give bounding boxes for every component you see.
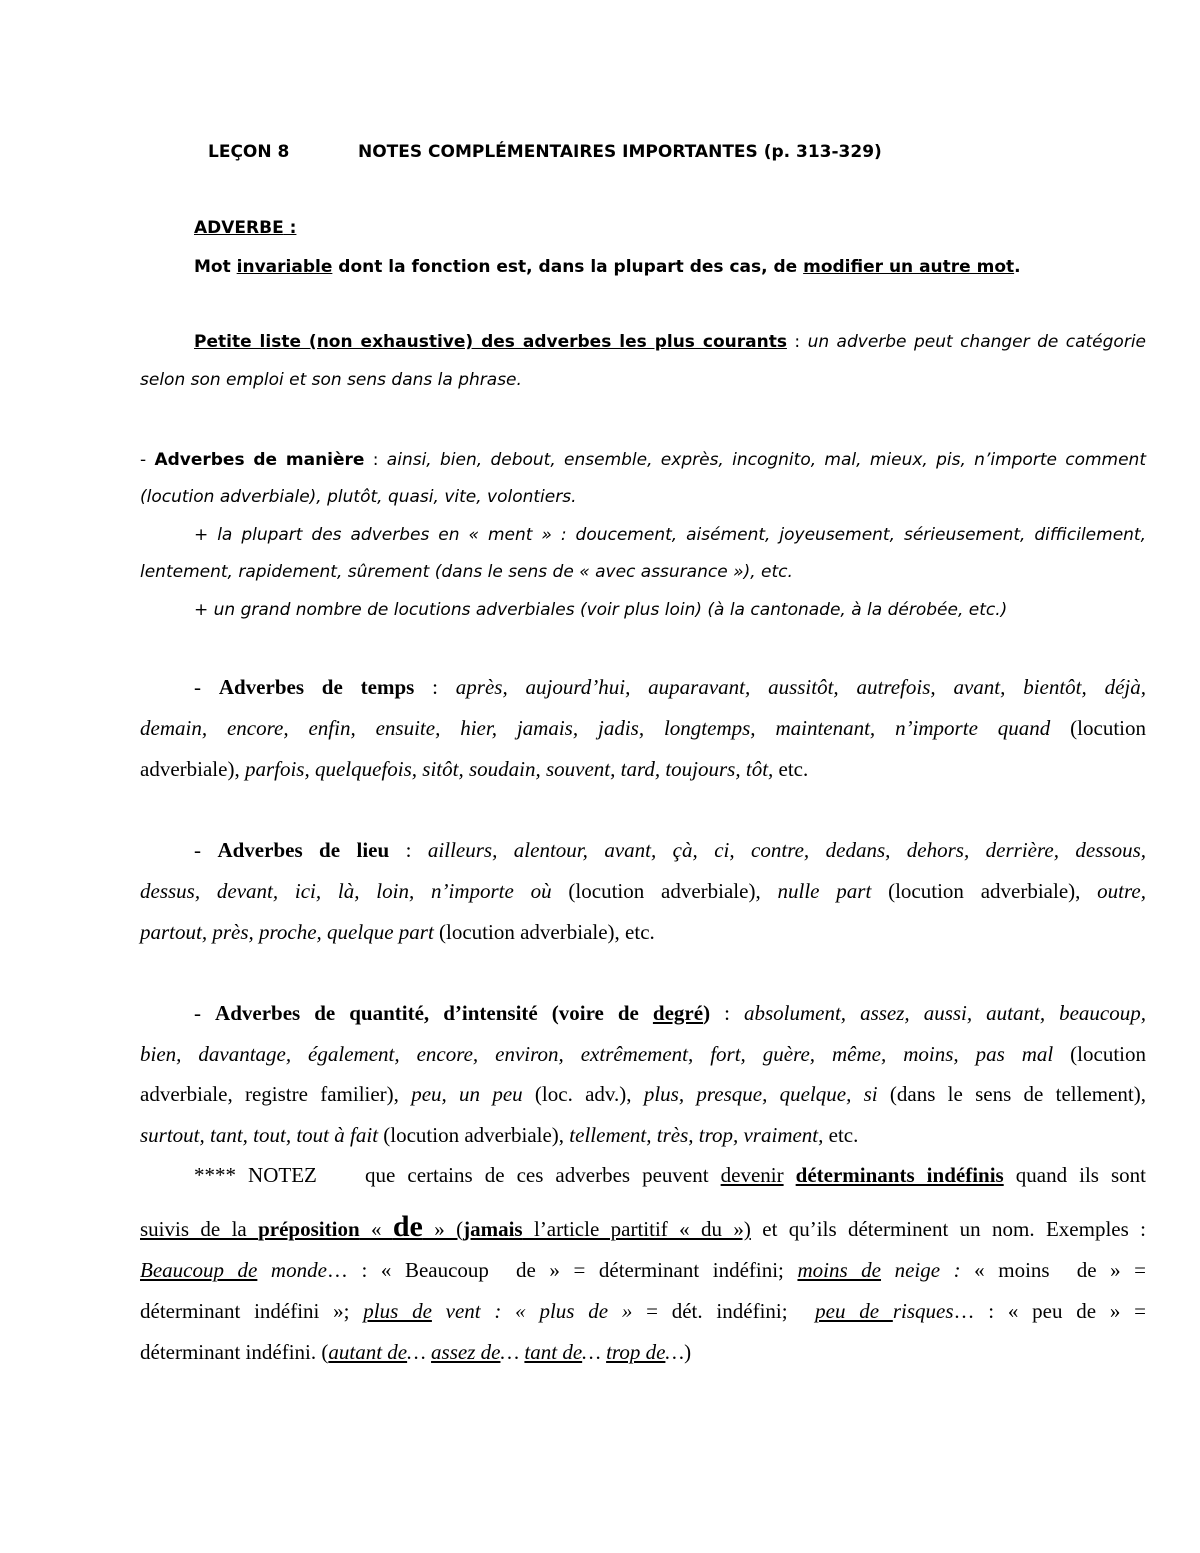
liste-intro-line-2 [140, 370, 1146, 390]
temps-sep: : [414, 675, 456, 699]
note-quote-open: « [359, 1217, 393, 1241]
note-de: de [392, 1210, 423, 1243]
quantite-text-4d: etc. [823, 1123, 859, 1147]
heading-text: ADVERBE [194, 218, 284, 238]
page-title: NOTES COMPLÉMENTAIRES IMPORTANTES (p. 313-329) [358, 142, 882, 162]
temps-text-2a: demain, encore, enfin, ensuite, hier, jamais, jadis, longtemps, maintenant, n’importe quand [140, 716, 1051, 740]
lieu-text-2d: (locution adverbiale), [871, 879, 1098, 903]
lieu-text-3b: (locution adverbiale), etc. [433, 920, 655, 944]
temps-label: Adverbes de temps [218, 675, 415, 699]
quantite-text-1: absolument, assez, aussi, autant, beaucoup, [743, 1001, 1146, 1025]
lieu-line-3 [140, 920, 1146, 945]
quantite-label-2: ) [703, 1001, 711, 1025]
def-invariable: invariable [236, 257, 333, 277]
maniere-dash: - [140, 450, 155, 470]
note-ellipsis-1: … [407, 1340, 432, 1364]
quantite-sep: : [710, 1001, 744, 1025]
note-text-2g: l’article partitif « du ») [522, 1217, 751, 1241]
temps-dash: - [194, 675, 219, 699]
def-text-3: . [1014, 257, 1021, 277]
liste-title: Petite liste (non exhaustive) des adverbes les plus courants [194, 332, 787, 352]
def-modifier: modifier un autre mot [803, 257, 1015, 277]
liste-sep: : [786, 332, 808, 352]
quantite-text-2b: (locution [1053, 1042, 1146, 1066]
quantite-label-degre: degré [652, 1001, 704, 1025]
liste-desc-2: selon son emploi et son sens dans la phrase. [140, 370, 522, 390]
temps-text-3a: adverbiale), [140, 757, 245, 781]
maniere-line-2 [140, 487, 1146, 507]
temps-text-1: après, aujourd’hui, auparavant, aussitôt, autrefois, avant, bientôt, déjà, [455, 675, 1146, 699]
lieu-sep: : [389, 838, 428, 862]
quantite-line-3 [140, 1082, 1146, 1107]
note-neige: neige : [881, 1258, 975, 1282]
lieu-line-1 [194, 838, 1146, 863]
maniere-line-1 [140, 450, 1146, 470]
note-beaucoup-de: Beaucoup de [140, 1258, 258, 1282]
note-text-2h: et qu’ils déterminent un nom. Exemples : [750, 1217, 1146, 1241]
adverbe-heading [194, 218, 1146, 238]
temps-text-3b: parfois, quelquefois, sitôt, soudain, souvent, tard, toujours, tôt, [244, 757, 774, 781]
note-ellipsis-2: … [500, 1340, 525, 1364]
note-text-2a: suivis de la [140, 1217, 259, 1241]
note-trop-de: trop de [606, 1340, 666, 1364]
temps-line-3 [140, 757, 1146, 782]
lieu-text-2b: (locution adverbiale), [551, 879, 778, 903]
note-determinants-indefinis: déterminants indéfinis [795, 1163, 1004, 1187]
note-text-4g: … : « peu de » = [953, 1299, 1146, 1323]
note-text-5a: déterminant indéfini. ( [140, 1340, 329, 1364]
quantite-text-3d: plus, presque, quelque, si [643, 1082, 878, 1106]
lieu-text-1: ailleurs, alentour, avant, çà, ci, contre, dedans, dehors, derrière, dessous, [427, 838, 1146, 862]
quantite-text-3c: (loc. adv.), [522, 1082, 644, 1106]
note-space [784, 1163, 796, 1187]
note-line-2 [140, 1210, 1146, 1244]
quantite-text-4b: (locution adverbiale), [378, 1123, 570, 1147]
note-tant-de: tant de [524, 1340, 583, 1364]
note-ellipsis-3: … [582, 1340, 607, 1364]
quantite-text-3b: peu, un peu [411, 1082, 523, 1106]
maniere-text-1: ainsi, bien, debout, ensemble, exprès, incognito, mal, mieux, pis, n’importe comment [386, 450, 1147, 470]
maniere-text-5: + un grand nombre de locutions adverbiales (voir plus loin) (à la cantonade, à la dérobée, etc.) [194, 600, 1008, 620]
temps-text-3c: etc. [773, 757, 809, 781]
temps-line-2 [140, 716, 1146, 741]
note-devenir: devenir [720, 1163, 784, 1187]
note-vent: vent : « plus de » [431, 1299, 633, 1323]
lieu-dash: - [194, 838, 218, 862]
maniere-line-3 [194, 525, 1146, 545]
quantite-text-3e: (dans le sens de tellement), [877, 1082, 1146, 1106]
lieu-text-2e: outre, [1097, 879, 1146, 903]
note-preposition: préposition [258, 1217, 360, 1241]
note-text-3f: « moins de » = [974, 1258, 1146, 1282]
note-text-4a: déterminant indéfini »; [140, 1299, 364, 1323]
lieu-text-2c: nulle part [777, 879, 872, 903]
note-text-1e: quand ils sont [1003, 1163, 1147, 1187]
maniere-label: Adverbes de manière [154, 450, 365, 470]
lieu-label: Adverbes de lieu [217, 838, 390, 862]
lieu-text-2a: dessus, devant, ici, là, loin, n’importe où [140, 879, 552, 903]
quantite-line-4 [140, 1123, 1146, 1148]
quantite-text-3a: adverbiale, registre familier), [140, 1082, 412, 1106]
heading-colon: : [283, 218, 297, 238]
maniere-sep: : [364, 450, 387, 470]
note-text-4d: = dét. indéfini; [632, 1299, 816, 1323]
def-text-1: Mot [194, 257, 237, 277]
note-risques: risques [892, 1299, 954, 1323]
maniere-line-5 [194, 600, 1146, 620]
quantite-text-2a: bien, davantage, également, encore, environ, extrêmement, fort, guère, même, moins, pas mal [140, 1042, 1054, 1066]
note-quote-close: » ( [422, 1217, 464, 1241]
lesson-number: LEÇON 8 [208, 142, 290, 162]
note-text-1a: **** NOTEZ que certains de ces adverbes peuvent [194, 1163, 721, 1187]
maniere-text-3: + la plupart des adverbes en « ment » : doucement, aisément, joyeusement, sérieusement, difficilement, [194, 525, 1146, 545]
liste-desc-1: un adverbe peut changer de catégorie [807, 332, 1147, 352]
note-plus-de: plus de [363, 1299, 432, 1323]
maniere-line-4 [140, 562, 1146, 582]
note-jamais: jamais [463, 1217, 523, 1241]
definition-line [194, 257, 1146, 277]
def-text-2: dont la fonction est, dans la plupart des cas, de [332, 257, 804, 277]
quantite-line-2 [140, 1042, 1146, 1067]
maniere-text-4: lentement, rapidement, sûrement (dans le sens de « avec assurance »), etc. [140, 562, 793, 582]
quantite-dash: - [194, 1001, 216, 1025]
quantite-text-4a: surtout, tant, tout, tout à fait [140, 1123, 379, 1147]
note-assez-de: assez de [431, 1340, 501, 1364]
liste-intro-line-1 [194, 332, 1146, 352]
note-ellipsis-4: … [665, 1340, 685, 1364]
temps-line-1 [194, 675, 1146, 700]
lieu-line-2 [140, 879, 1146, 904]
note-line-1 [194, 1163, 1146, 1188]
quantite-text-4c: tellement, très, trop, vraiment, [569, 1123, 824, 1147]
note-monde: monde [257, 1258, 327, 1282]
lieu-text-3a: partout, près, proche, quelque part [140, 920, 434, 944]
quantite-line-1 [194, 1001, 1146, 1026]
note-peu-de: peu de [815, 1299, 893, 1323]
note-line-4 [140, 1299, 1146, 1324]
quantite-label-1: Adverbes de quantité, d’intensité (voire de [215, 1001, 653, 1025]
note-line-3 [140, 1258, 1146, 1283]
note-text-3c: … : « Beaucoup de » = déterminant indéfini; [326, 1258, 798, 1282]
note-autant-de: autant de [328, 1340, 408, 1364]
note-paren-close: ) [684, 1340, 692, 1364]
note-line-5 [140, 1340, 1146, 1365]
temps-text-2b: (locution [1050, 716, 1146, 740]
maniere-text-2: (locution adverbiale), plutôt, quasi, vite, volontiers. [140, 487, 577, 507]
note-moins-de: moins de [797, 1258, 882, 1282]
